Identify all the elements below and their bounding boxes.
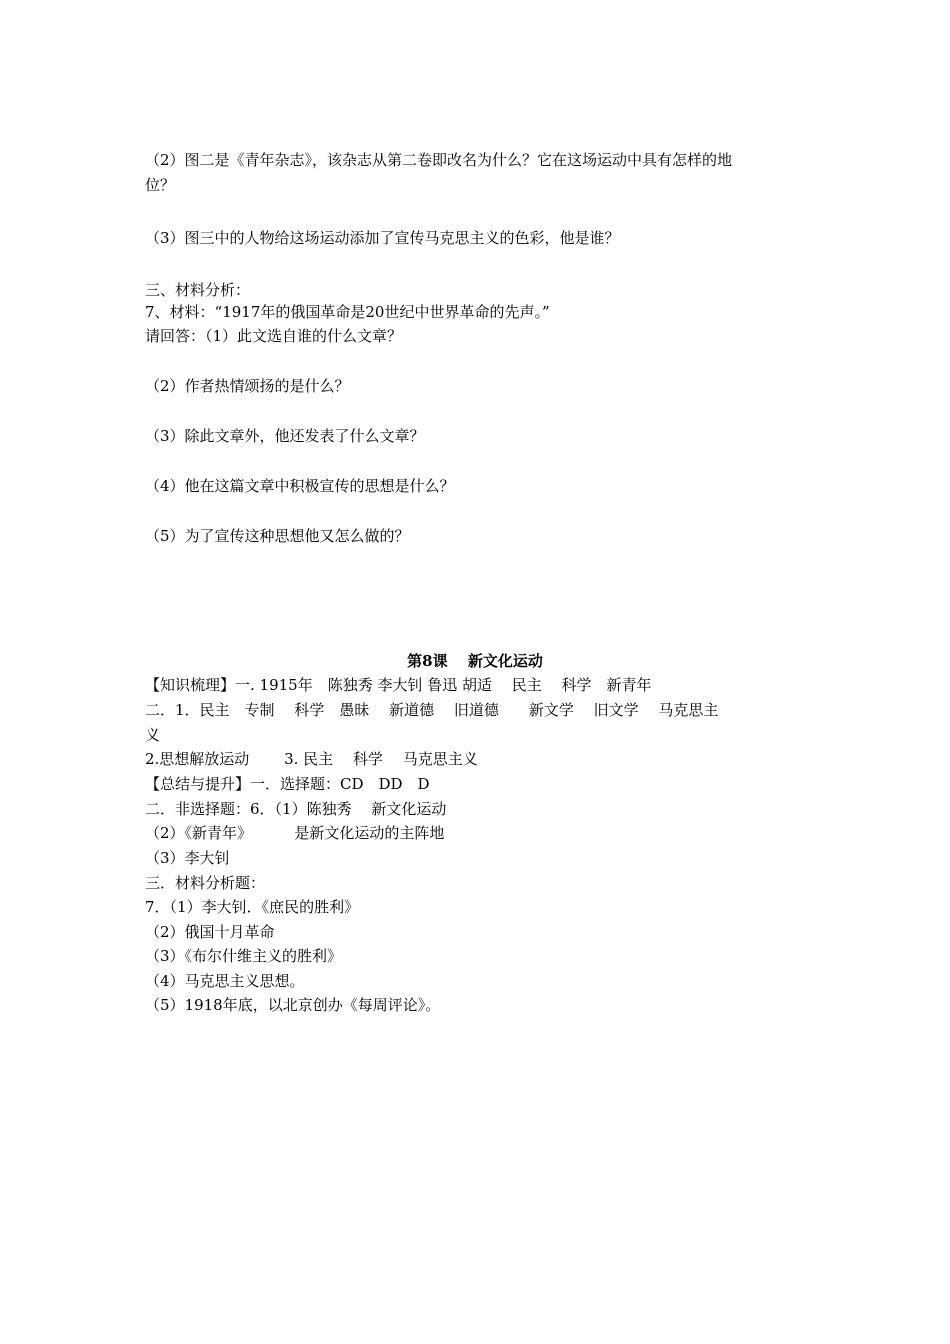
- question-6-3: （3）图三中的人物给这场运动添加了宣传马克思主义的色彩，他是谁？: [145, 229, 620, 247]
- analysis-answer-4: （4）马克思主义思想。: [145, 972, 305, 990]
- knowledge-summary-line-3: 义: [145, 726, 161, 744]
- summary-line-1: 【总结与提升】一．选择题：CD DD D: [145, 775, 430, 793]
- question-7-2: （2）作者热情颂扬的是什么？: [145, 377, 350, 395]
- analysis-answer-3: （3）《布尔什维主义的胜利》: [145, 947, 343, 965]
- question-7-5: （5）为了宣传这种思想他又怎么做的？: [145, 527, 410, 545]
- knowledge-summary-line-4: 2.思想解放运动 3. 民主 科学 马克思主义: [145, 750, 478, 768]
- analysis-answer-2: （2）俄国十月革命: [145, 923, 275, 941]
- summary-line-4: （3）李大钊: [145, 849, 230, 867]
- question-6-2-line-2: 位？: [145, 176, 176, 194]
- section-3-heading: 三、材料分析：: [145, 281, 251, 299]
- question-6-2-line-1: （2）图二是《青年杂志》，该杂志从第二卷即改名为什么？它在这场运动中具有怎样的地: [145, 151, 733, 169]
- question-7-material: 7、材料：“1917年的俄国革命是20世纪中世界革命的先声。”: [145, 303, 550, 321]
- analysis-answer-5: （5）1918年底，以北京创办《每周评论》。: [145, 996, 441, 1014]
- analysis-heading: 三．材料分析题：: [145, 874, 266, 892]
- question-7-1: 请回答：（1）此文选自谁的什么文章？: [145, 327, 403, 345]
- knowledge-summary-line-2: 二．1．民主 专制 科学 愚昧 新道德 旧道德 新文学 旧文学 马克思主: [145, 701, 719, 719]
- analysis-answer-1: 7．（1）李大钊．《庶民的胜利》: [145, 898, 360, 916]
- question-7-4: （4）他在这篇文章中积极宣传的思想是什么？: [145, 477, 455, 495]
- question-7-3: （3）除此文章外，他还发表了什么文章？: [145, 427, 425, 445]
- knowledge-summary-line-1: 【知识梳理】一. 1915年 陈独秀 李大钊 鲁迅 胡适 民主 科学 新青年: [145, 676, 652, 694]
- summary-line-2: 二．非选择题：6．（1）陈独秀 新文化运动: [145, 800, 447, 818]
- lesson-title: 第8课 新文化运动: [407, 652, 543, 670]
- summary-line-3: （2）《新青年》 是新文化运动的主阵地: [145, 824, 445, 842]
